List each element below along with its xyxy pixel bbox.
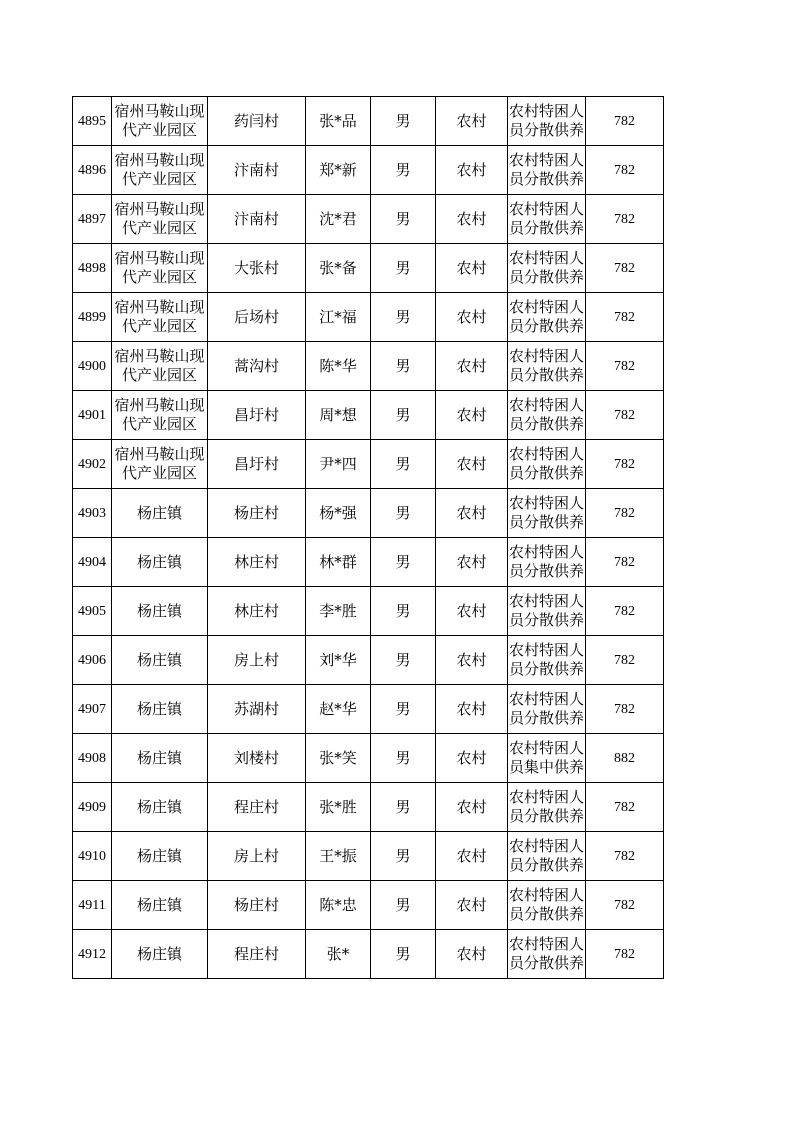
cell-area: 农村: [436, 685, 508, 734]
table-row: [73, 832, 664, 881]
cell-id: 4909: [73, 783, 112, 832]
cell-area: 农村: [436, 195, 508, 244]
cell-amount: 782: [586, 881, 664, 930]
cell-name: 赵*华: [306, 685, 371, 734]
cell-village: 程庄村: [208, 930, 306, 979]
cell-village: 苏湖村: [208, 685, 306, 734]
cell-name: 李*胜: [306, 587, 371, 636]
cell-area: 农村: [436, 244, 508, 293]
cell-area: 农村: [436, 538, 508, 587]
cell-name: 周*想: [306, 391, 371, 440]
cell-town: 杨庄镇: [112, 734, 208, 783]
cell-village: 刘楼村: [208, 734, 306, 783]
cell-gender: 男: [371, 489, 436, 538]
cell-amount: 782: [586, 440, 664, 489]
table-row: [73, 342, 664, 391]
cell-area: 农村: [436, 440, 508, 489]
cell-category: 农村特困人员分散供养: [508, 587, 586, 636]
cell-town: 杨庄镇: [112, 881, 208, 930]
cell-village: 药闫村: [208, 97, 306, 146]
cell-category: 农村特困人员分散供养: [508, 636, 586, 685]
cell-name: 陈*忠: [306, 881, 371, 930]
table-row: [73, 146, 664, 195]
cell-area: 农村: [436, 783, 508, 832]
cell-amount: 782: [586, 195, 664, 244]
cell-area: 农村: [436, 489, 508, 538]
cell-gender: 男: [371, 440, 436, 489]
cell-town: 杨庄镇: [112, 685, 208, 734]
cell-id: 4900: [73, 342, 112, 391]
cell-name: 陈*华: [306, 342, 371, 391]
cell-gender: 男: [371, 97, 436, 146]
cell-gender: 男: [371, 391, 436, 440]
cell-category: 农村特困人员分散供养: [508, 195, 586, 244]
cell-village: 杨庄村: [208, 881, 306, 930]
cell-amount: 782: [586, 783, 664, 832]
cell-amount: 782: [586, 685, 664, 734]
cell-category: 农村特困人员分散供养: [508, 244, 586, 293]
cell-name: 林*群: [306, 538, 371, 587]
cell-area: 农村: [436, 832, 508, 881]
cell-area: 农村: [436, 146, 508, 195]
cell-id: 4908: [73, 734, 112, 783]
cell-gender: 男: [371, 832, 436, 881]
cell-village: 程庄村: [208, 783, 306, 832]
cell-category: 农村特困人员分散供养: [508, 881, 586, 930]
cell-area: 农村: [436, 930, 508, 979]
cell-name: 郑*新: [306, 146, 371, 195]
cell-gender: 男: [371, 636, 436, 685]
cell-town: 杨庄镇: [112, 587, 208, 636]
cell-town: 杨庄镇: [112, 636, 208, 685]
cell-town: 杨庄镇: [112, 489, 208, 538]
cell-village: 蒿沟村: [208, 342, 306, 391]
cell-name: 张*胜: [306, 783, 371, 832]
cell-gender: 男: [371, 538, 436, 587]
cell-village: 林庄村: [208, 587, 306, 636]
cell-area: 农村: [436, 636, 508, 685]
cell-id: 4898: [73, 244, 112, 293]
cell-amount: 782: [586, 146, 664, 195]
cell-category: 农村特困人员分散供养: [508, 832, 586, 881]
cell-area: 农村: [436, 293, 508, 342]
cell-name: 张*品: [306, 97, 371, 146]
cell-village: 汴南村: [208, 146, 306, 195]
cell-gender: 男: [371, 685, 436, 734]
table-row: [73, 244, 664, 293]
cell-gender: 男: [371, 293, 436, 342]
cell-category: 农村特困人员分散供养: [508, 146, 586, 195]
table-row: [73, 636, 664, 685]
table-row: [73, 195, 664, 244]
relief-recipient-table: [72, 96, 664, 979]
table-row: [73, 587, 664, 636]
table-row: [73, 685, 664, 734]
cell-id: 4904: [73, 538, 112, 587]
cell-amount: 782: [586, 636, 664, 685]
cell-village: 昌圩村: [208, 391, 306, 440]
cell-amount: 782: [586, 391, 664, 440]
cell-village: 林庄村: [208, 538, 306, 587]
table-row: [73, 391, 664, 440]
cell-area: 农村: [436, 97, 508, 146]
cell-id: 4907: [73, 685, 112, 734]
cell-id: 4902: [73, 440, 112, 489]
cell-id: 4901: [73, 391, 112, 440]
cell-amount: 782: [586, 489, 664, 538]
cell-name: 刘*华: [306, 636, 371, 685]
cell-town: 宿州马鞍山现代产业园区: [112, 195, 208, 244]
cell-id: 4910: [73, 832, 112, 881]
cell-town: 杨庄镇: [112, 832, 208, 881]
cell-village: 房上村: [208, 832, 306, 881]
cell-name: 王*振: [306, 832, 371, 881]
cell-town: 宿州马鞍山现代产业园区: [112, 440, 208, 489]
cell-amount: 782: [586, 538, 664, 587]
cell-town: 宿州马鞍山现代产业园区: [112, 342, 208, 391]
cell-id: 4896: [73, 146, 112, 195]
cell-id: 4905: [73, 587, 112, 636]
cell-area: 农村: [436, 391, 508, 440]
cell-name: 张*: [306, 930, 371, 979]
cell-category: 农村特困人员分散供养: [508, 685, 586, 734]
cell-amount: 782: [586, 930, 664, 979]
table-row: [73, 293, 664, 342]
cell-gender: 男: [371, 734, 436, 783]
cell-village: 昌圩村: [208, 440, 306, 489]
table-row: [73, 97, 664, 146]
cell-id: 4899: [73, 293, 112, 342]
cell-id: 4906: [73, 636, 112, 685]
cell-category: 农村特困人员集中供养: [508, 734, 586, 783]
cell-area: 农村: [436, 881, 508, 930]
cell-gender: 男: [371, 146, 436, 195]
cell-amount: 782: [586, 293, 664, 342]
cell-gender: 男: [371, 195, 436, 244]
cell-name: 张*备: [306, 244, 371, 293]
cell-gender: 男: [371, 881, 436, 930]
cell-gender: 男: [371, 342, 436, 391]
cell-amount: 782: [586, 832, 664, 881]
cell-village: 房上村: [208, 636, 306, 685]
cell-category: 农村特困人员分散供养: [508, 342, 586, 391]
cell-id: 4903: [73, 489, 112, 538]
cell-town: 宿州马鞍山现代产业园区: [112, 244, 208, 293]
table-body: [73, 97, 664, 979]
cell-name: 江*福: [306, 293, 371, 342]
cell-category: 农村特困人员分散供养: [508, 930, 586, 979]
table-row: [73, 783, 664, 832]
cell-area: 农村: [436, 587, 508, 636]
cell-town: 宿州马鞍山现代产业园区: [112, 97, 208, 146]
cell-town: 杨庄镇: [112, 538, 208, 587]
cell-amount: 782: [586, 342, 664, 391]
cell-gender: 男: [371, 587, 436, 636]
table-row: [73, 930, 664, 979]
table-row: [73, 881, 664, 930]
cell-village: 杨庄村: [208, 489, 306, 538]
cell-village: 大张村: [208, 244, 306, 293]
cell-category: 农村特困人员分散供养: [508, 783, 586, 832]
cell-category: 农村特困人员分散供养: [508, 97, 586, 146]
cell-id: 4897: [73, 195, 112, 244]
cell-town: 杨庄镇: [112, 783, 208, 832]
table-row: [73, 734, 664, 783]
cell-village: 汴南村: [208, 195, 306, 244]
cell-area: 农村: [436, 342, 508, 391]
cell-gender: 男: [371, 244, 436, 293]
cell-id: 4911: [73, 881, 112, 930]
cell-category: 农村特困人员分散供养: [508, 440, 586, 489]
cell-town: 宿州马鞍山现代产业园区: [112, 146, 208, 195]
cell-amount: 782: [586, 97, 664, 146]
cell-village: 后场村: [208, 293, 306, 342]
cell-town: 杨庄镇: [112, 930, 208, 979]
cell-town: 宿州马鞍山现代产业园区: [112, 293, 208, 342]
cell-category: 农村特困人员分散供养: [508, 538, 586, 587]
cell-name: 张*笑: [306, 734, 371, 783]
cell-name: 尹*四: [306, 440, 371, 489]
cell-area: 农村: [436, 734, 508, 783]
cell-id: 4895: [73, 97, 112, 146]
cell-gender: 男: [371, 930, 436, 979]
cell-id: 4912: [73, 930, 112, 979]
cell-town: 宿州马鞍山现代产业园区: [112, 391, 208, 440]
cell-amount: 782: [586, 587, 664, 636]
cell-category: 农村特困人员分散供养: [508, 293, 586, 342]
cell-name: 杨*强: [306, 489, 371, 538]
cell-name: 沈*君: [306, 195, 371, 244]
cell-category: 农村特困人员分散供养: [508, 391, 586, 440]
table-row: [73, 440, 664, 489]
cell-category: 农村特困人员分散供养: [508, 489, 586, 538]
table-row: [73, 489, 664, 538]
cell-gender: 男: [371, 783, 436, 832]
cell-amount: 882: [586, 734, 664, 783]
cell-amount: 782: [586, 244, 664, 293]
table-row: [73, 538, 664, 587]
